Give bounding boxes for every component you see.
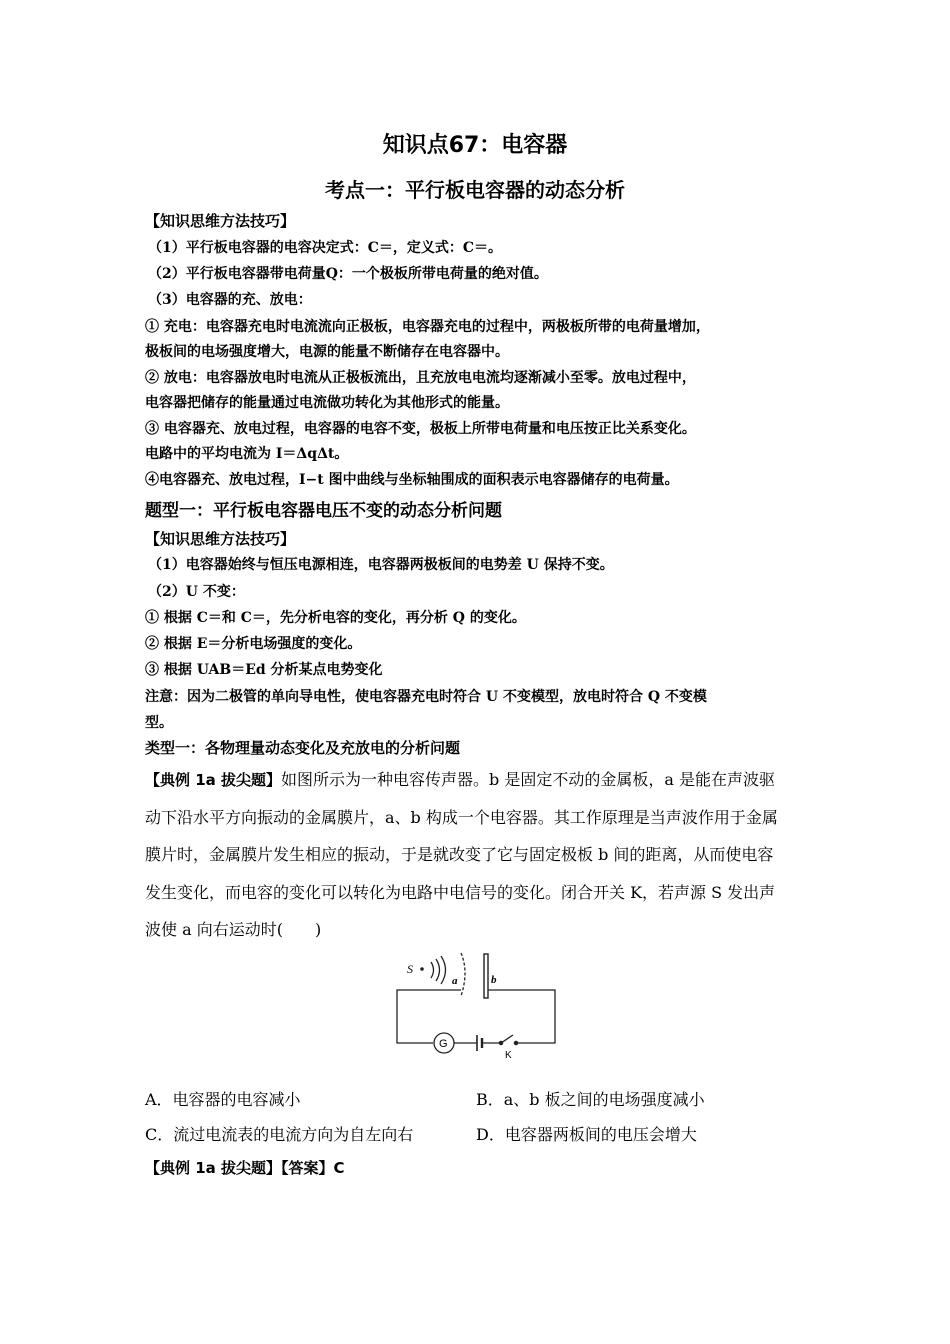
section2-note: 型。 <box>145 715 173 731</box>
sound-wave-icon <box>441 956 446 984</box>
section1-line: 极板间的电场强度增大，电源的能量不断储存在电容器中。 <box>145 344 509 360</box>
example-line: 波使 a 向右运动时( ) <box>145 920 322 939</box>
label-b: b <box>491 974 497 986</box>
option-c: C．流过电流表的电流方向为自左向右 <box>145 1125 414 1144</box>
example-line: 动下沿水平方向振动的金属膜片，a、b 构成一个电容器。其工作原理是当声波作用于金属 <box>145 808 778 827</box>
answer-line: 【典例 1a 拔尖题】【答案】C <box>145 1159 345 1177</box>
example-line: 发生变化，而电容的变化可以转化为电路中电信号的变化。闭合开关 K，若声源 S 发出声 <box>145 883 776 902</box>
type1-heading: 题型一：平行板电容器电压不变的动态分析问题 <box>145 501 502 521</box>
section2-heading: 【知识思维方法技巧】 <box>145 530 296 548</box>
label-k: K <box>505 1050 512 1061</box>
section1-line: （3）电容器的充、放电： <box>148 292 312 308</box>
section2-line: ③ 根据 UAB＝Ed 分析某点电势变化 <box>145 662 383 678</box>
example-line-1 <box>145 767 775 790</box>
sound-wave-icon <box>436 959 440 981</box>
option-a: A．电容器的电容减小 <box>145 1090 301 1109</box>
option-b: B．a、b 板之间的电场强度减小 <box>476 1090 705 1109</box>
option-d: D．电容器两板间的电压会增大 <box>476 1125 697 1144</box>
example-tag: 【典例 1a 拔尖题】 <box>145 771 282 789</box>
section2-note: 注意：因为二极管的单向导电性，使电容器充电时符合 U 不变模型，放电时符合 Q 不变模 <box>145 689 707 705</box>
sound-wave-icon <box>431 962 434 978</box>
page-title: 知识点67：电容器 <box>382 133 568 158</box>
plate-a <box>461 953 465 996</box>
label-a: a <box>452 975 458 987</box>
category1-heading: 类型一：各物理量动态变化及充放电的分析问题 <box>145 739 461 757</box>
section1-line: 电容器把储存的能量通过电流做功转化为其他形式的能量。 <box>145 395 509 411</box>
example-line: 膜片时，金属膜片发生相应的振动，于是就改变了它与固定极板 b 间的距离，从而使电容 <box>145 845 774 864</box>
label-s: S <box>407 962 413 976</box>
switch-contact <box>514 1041 517 1044</box>
wire <box>487 990 555 1043</box>
section1-line: ③ 电容器充、放电过程，电容器的电容不变，极板上所带电荷量和电压按正比关系变化。 <box>145 421 696 437</box>
section1-line: （1）平行板电容器的电容决定式：C＝，定义式：C＝。 <box>148 240 503 256</box>
section2-line: （2）U 不变： <box>148 584 245 600</box>
section2-line: （1）电容器始终与恒压电源相连，电容器两极板间的电势差 U 保持不变。 <box>148 557 614 573</box>
section2-line: ① 根据 C＝和 C＝，先分析电容的变化，再分析 Q 的变化。 <box>145 610 526 626</box>
section1-line: （2）平行板电容器带电荷量Q：一个极板所带电荷量的绝对值。 <box>148 266 548 282</box>
section1-line: ① 充电：电容器充电时电流流向正极板，电容器充电的过程中，两极板所带的电荷量增加， <box>145 319 710 335</box>
section2-line: ② 根据 E＝分析电场强度的变化。 <box>145 636 362 652</box>
capacitor-microphone-figure <box>395 950 565 1062</box>
wire <box>397 990 461 1043</box>
plate-b <box>484 954 488 998</box>
label-g: G <box>439 1038 448 1050</box>
section1-line: ④电容器充、放电过程，I−t 图中曲线与坐标轴围成的面积表示电容器储存的电荷量。 <box>145 472 679 488</box>
section1-heading: 【知识思维方法技巧】 <box>145 212 296 230</box>
section1-line: 电路中的平均电流为 I＝ΔqΔt。 <box>145 446 349 462</box>
sound-source-dot <box>420 967 424 971</box>
example-text: 如图所示为一种电容传声器。b 是固定不动的金属板，a 是能在声波驱 <box>281 770 775 789</box>
page-subtitle: 考点一：平行板电容器的动态分析 <box>325 178 625 202</box>
switch-pivot <box>499 1041 502 1044</box>
section1-line: ② 放电：电容器放电时电流从正极板流出，且充放电电流均逐渐减小至零。放电过程中， <box>145 370 696 386</box>
